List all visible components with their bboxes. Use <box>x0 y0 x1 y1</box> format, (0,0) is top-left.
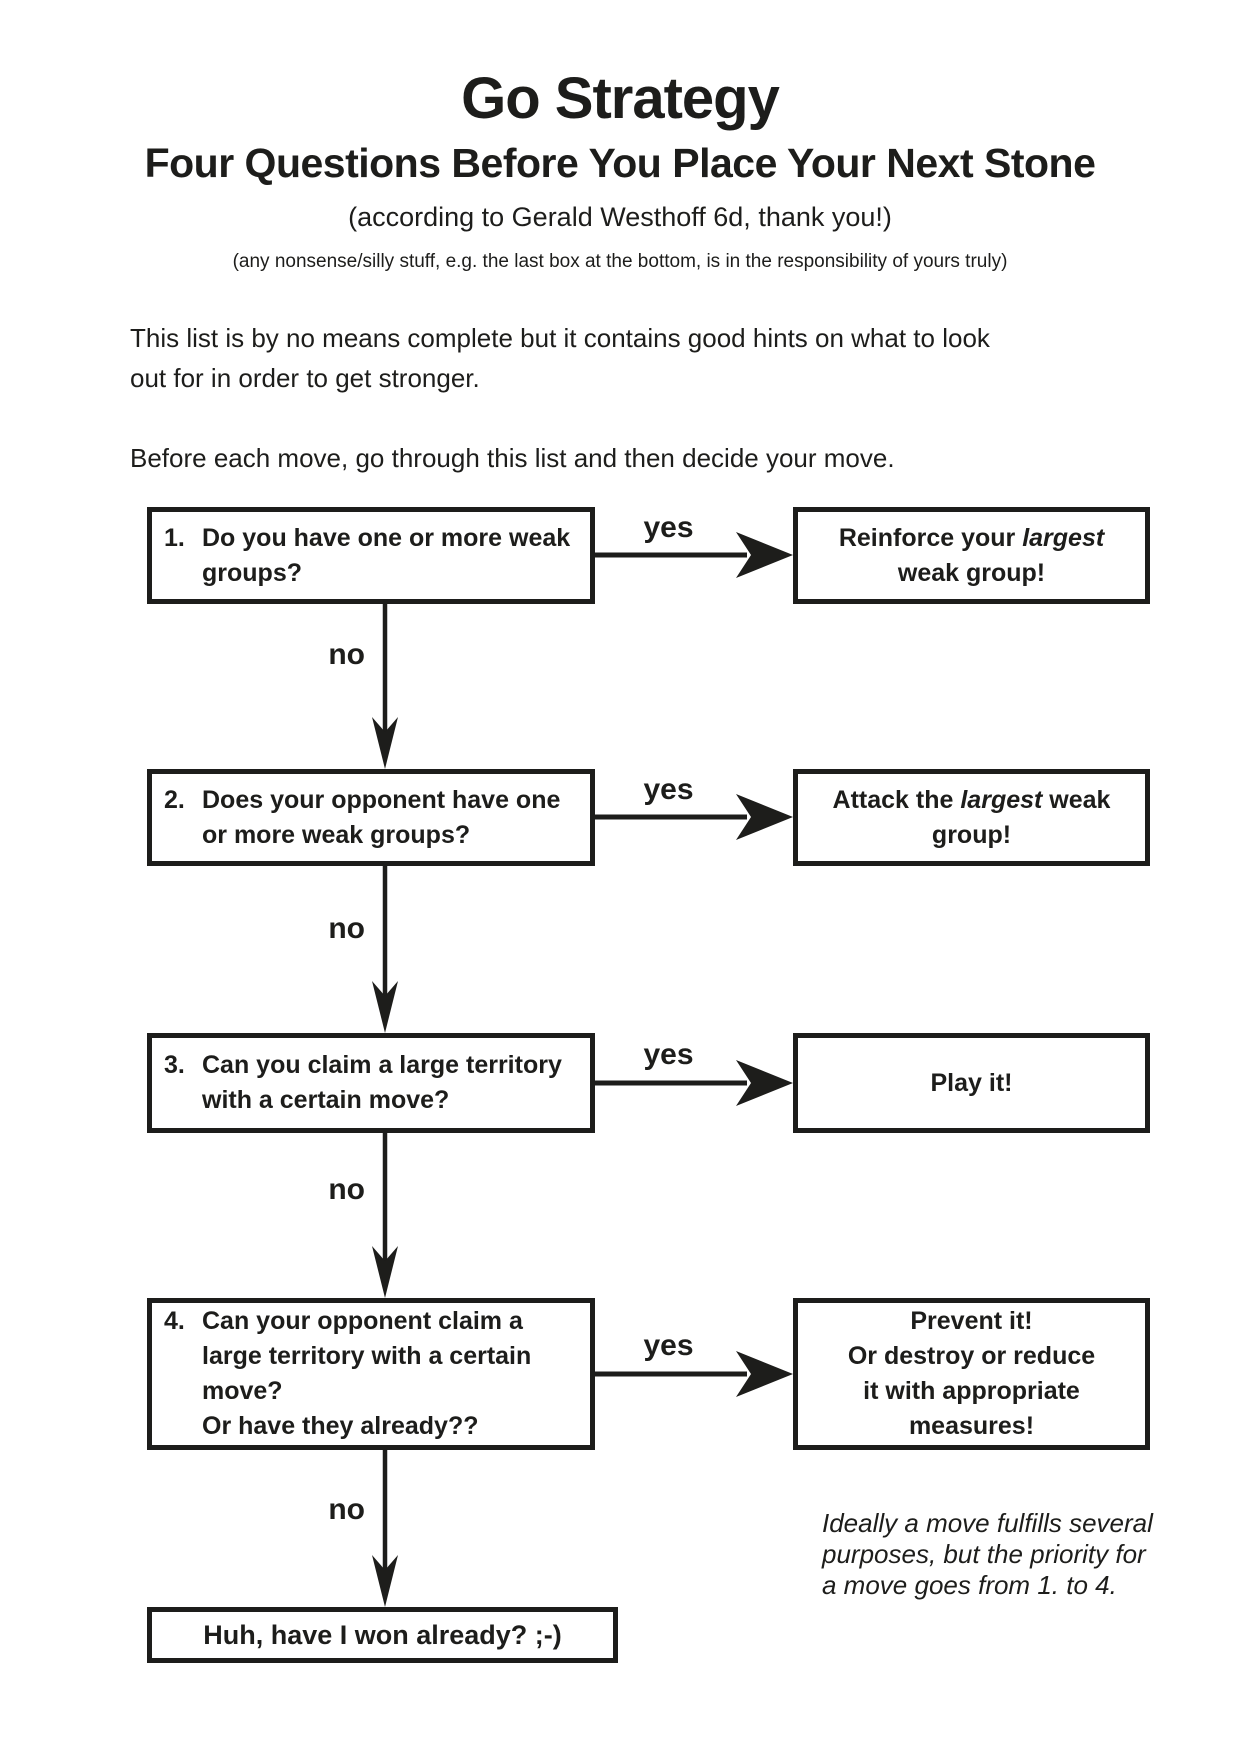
intro-line: This list is by no means complete but it contains good hints on what to look <box>130 323 990 353</box>
no-label: no <box>328 912 365 945</box>
priority-note <box>822 1508 1162 1601</box>
question-text-line: move? <box>202 1377 283 1405</box>
note-line: Ideally a move fulfills several <box>822 1508 1153 1538</box>
final-box: Huh, have I won already? ;-) <box>147 1607 618 1663</box>
no-arrow-icon <box>363 1450 407 1607</box>
question-text-line: or more weak groups? <box>202 820 471 849</box>
page-title: Go Strategy <box>461 66 779 131</box>
answer-text-line: measures! <box>908 1412 1035 1440</box>
answer-box-1 <box>793 507 1150 604</box>
question-box-2 <box>147 769 595 866</box>
answer-text-line: Reinforce your largest <box>838 523 1105 552</box>
page-subtitle: Four Questions Before You Place Your Next Stone <box>144 140 1096 186</box>
question-text-line: groups? <box>202 558 302 587</box>
question-number: 3. <box>164 1051 185 1079</box>
note-line: purposes, but the priority for <box>822 1539 1146 1569</box>
no-label: no <box>328 638 365 671</box>
yes-label: yes <box>643 511 694 544</box>
question-number: 1. <box>164 523 185 552</box>
answer-text-line: Play it! <box>930 1068 1013 1097</box>
no-arrow-icon <box>363 604 407 769</box>
answer-text-line: weak group! <box>897 558 1046 587</box>
yes-arrow-icon <box>595 1344 793 1404</box>
question-box-3 <box>147 1033 595 1133</box>
disclaimer-line: (any nonsense/silly stuff, e.g. the last box at the bottom, is in the responsibility of yours truly) <box>232 251 1008 272</box>
yes-label: yes <box>643 1329 694 1362</box>
question-text-line: with a certain move? <box>202 1086 450 1114</box>
answer-text-line: group! <box>931 820 1012 849</box>
question-text-line: Can you claim a large territory <box>202 1051 562 1079</box>
yes-arrow-icon <box>595 1053 793 1113</box>
answer-text-line: it with appropriate <box>863 1377 1080 1405</box>
question-box-4 <box>147 1298 595 1450</box>
answer-text-line: Prevent it! <box>910 1307 1033 1335</box>
no-label: no <box>328 1173 365 1206</box>
question-box-1 <box>147 507 595 604</box>
question-number: 4. <box>164 1307 185 1335</box>
yes-arrow-icon <box>595 525 793 585</box>
question-text-line: Can your opponent claim a <box>202 1307 523 1335</box>
answer-text-line: Attack the largest weak <box>832 785 1111 814</box>
answer-text-line: Or destroy or reduce <box>847 1342 1096 1370</box>
note-line: a move goes from 1. to 4. <box>822 1570 1117 1600</box>
yes-arrow-icon <box>595 787 793 847</box>
no-arrow-icon <box>363 1133 407 1298</box>
question-text-line: Does your opponent have one <box>202 785 561 814</box>
instruction-paragraph: Before each move, go through this list and then decide your move. <box>130 443 895 473</box>
question-text-line: Or have they already?? <box>202 1412 479 1440</box>
question-text-line: Do you have one or more weak <box>202 523 571 552</box>
answer-box-3 <box>793 1033 1150 1133</box>
question-text-line: large territory with a certain <box>202 1342 532 1370</box>
no-label: no <box>328 1493 365 1526</box>
no-arrow-icon <box>363 866 407 1033</box>
yes-label: yes <box>643 773 694 806</box>
intro-line: out for in order to get stronger. <box>130 363 480 393</box>
answer-box-4 <box>793 1298 1150 1450</box>
answer-box-2 <box>793 769 1150 866</box>
question-number: 2. <box>164 785 185 814</box>
intro-paragraph <box>130 318 990 398</box>
attribution-line: (according to Gerald Westhoff 6d, thank you!) <box>348 202 892 232</box>
yes-label: yes <box>643 1038 694 1071</box>
